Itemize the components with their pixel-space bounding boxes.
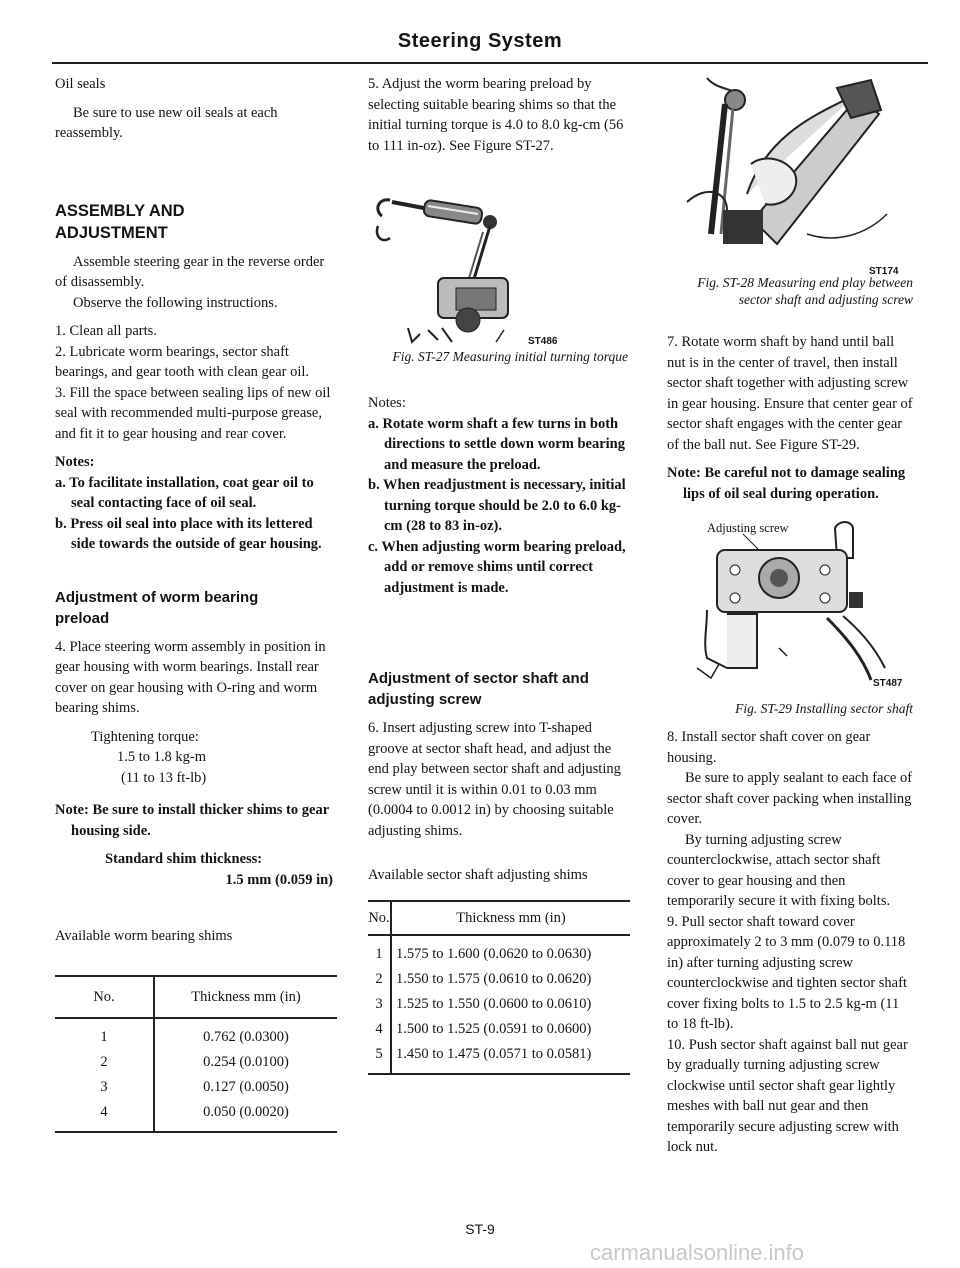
step-3: 3. Fill the space between sealing lips of new oil seal with recommended multi-purpose grease, and fit it to gear housing and rear cover. [55, 384, 331, 442]
page-header-title: Steering System [397, 30, 563, 52]
table-cell: 1.525 to 1.550 (0.0600 to 0.0610) [396, 996, 592, 1012]
step-8-sealant: Be sure to apply sealant to each face of sector shaft cover packing when installing cover. [667, 770, 913, 827]
fig28-caption: Fig. ST-28 Measuring end play between sector shaft and adjusting screw [697, 275, 913, 307]
column-middle [368, 74, 628, 1075]
torque-value: 1.5 to 1.8 kg-m [117, 749, 207, 765]
figure-st27 [368, 180, 628, 348]
notes-label: Notes: [55, 454, 95, 470]
table-cell: 0.127 (0.0050) [203, 1079, 289, 1095]
worm-table-header-no: No. [55, 976, 154, 1019]
figure-st28 [667, 74, 913, 277]
avail-worm-label: Available worm bearing shims [55, 928, 233, 944]
avail-sector-label: Available sector shaft adjusting shims [368, 867, 588, 883]
column-left [55, 74, 337, 1133]
table-cell: 1 [368, 942, 391, 967]
step-2: 2. Lubricate worm bearings, sector shaft bearings, and gear tooth with clean gear oil. [55, 343, 310, 380]
fig28-tag: ST174 [869, 266, 899, 277]
oil-seals-text: Be sure to use new oil seals at each reassembly. [55, 104, 278, 141]
step-7: 7. Rotate worm shaft by hand until ball nut is in the center of travel, then install sector shaft together with adjusting screw in gear housing. Ensure that center gear of sector shaft engages with the center gear of the ball nut. See Figure ST-29. [667, 334, 913, 453]
fig29-caption: Fig. ST-29 Installing sector shaft [735, 701, 913, 716]
figure-st29 [667, 518, 913, 689]
oil-seals-title: Oil seals [55, 76, 106, 92]
sector-table-header-thickness: Thickness mm (in) [391, 901, 630, 936]
note-a-2: a. Rotate worm shaft a few turns in both directions to settle down worm bearing and measure the preload. [368, 415, 625, 473]
table-row [368, 942, 630, 967]
std-shim-value: 1.5 mm (0.059 in) [225, 871, 333, 888]
step-10: 10. Push sector shaft against ball nut gear by gradually turning adjusting screw clockwise until sector shaft gear lightly meshes with ball nut gear and then temporarily secure adjusting screw with lock nut. [667, 1036, 908, 1155]
table-row [368, 1042, 630, 1067]
note-c-2: c. When adjusting worm bearing preload, add or remove shims until correct adjustment is made. [368, 538, 626, 596]
watermark-text: carmanualsonline.info [590, 1240, 805, 1265]
page-number: ST-9 [465, 1221, 495, 1237]
std-shim-label: Standard shim thickness: [105, 851, 263, 867]
fig27-tag: ST486 [528, 336, 558, 347]
note-b-2: b. When readjustment is necessary, initial turning torque should be 2.0 to 6.0 kg-cm (28 to 83 in-oz). [368, 477, 626, 534]
notes-label-2: Notes: [368, 395, 406, 411]
table-cell: 5 [368, 1042, 391, 1067]
step-9: 9. Pull sector shaft toward cover approximately 2 to 3 mm (0.079 to 0.118 in) after turning adjusting screw counterclockwise and tighten sector shaft cover fixing bolts to 1.5 to 2.5 kg-m (11 to 18 ft-lb). [667, 913, 907, 1032]
sector-table-header-no: No. [368, 901, 391, 936]
end-play-illustration [667, 74, 913, 270]
table-row [55, 1100, 337, 1125]
table-cell: 1.500 to 1.525 (0.0591 to 0.0600) [396, 1021, 592, 1037]
table-cell: 1.450 to 1.475 (0.0571 to 0.0581) [396, 1046, 592, 1062]
assembly-heading: ASSEMBLY AND ADJUSTMENT [55, 201, 185, 242]
table-cell: 2 [368, 967, 391, 992]
table-cell: 1 [55, 1025, 154, 1050]
header-rule [52, 62, 928, 64]
worm-shim-table [55, 975, 337, 1134]
step-1: 1. Clean all parts. [55, 323, 157, 339]
step-8: 8. Install sector shaft cover on gear housing. [667, 729, 871, 766]
step-8-attach: By turning adjusting screw counterclockwise, attach sector shaft cover to gear housing and then temporarily secure it with fixing bolts. [667, 831, 891, 909]
step-4: 4. Place steering worm assembly in position in gear housing with worm bearings. Install rear cover on gear housing with O-ring and worm bearing shims. [55, 638, 326, 716]
table-cell: 1.550 to 1.575 (0.0610 to 0.0620) [396, 971, 592, 987]
table-row [368, 1017, 630, 1042]
table-cell: 0.254 (0.0100) [203, 1054, 289, 1070]
fig29-tag: ST487 [873, 678, 903, 689]
step-5: 5. Adjust the worm bearing preload by selecting suitable bearing shims so that the initial turning torque is 4.0 to 8.0 kg-cm (56 to 111 in-oz). See Figure ST-27. [368, 76, 624, 154]
sector-shaft-illustration [667, 518, 913, 682]
table-cell: 3 [55, 1075, 154, 1100]
note-thicker-shims: Note: Be sure to install thicker shims to gear housing side. [55, 802, 329, 839]
table-cell: 4 [368, 1017, 391, 1042]
table-cell: 1.575 to 1.600 (0.0620 to 0.0630) [396, 946, 592, 962]
sector-shim-table [368, 900, 630, 1076]
worm-preload-heading: Adjustment of worm bearing preload [55, 588, 259, 627]
table-cell: 2 [55, 1050, 154, 1075]
column-right [667, 74, 913, 1158]
table-cell: 0.762 (0.0300) [203, 1029, 289, 1045]
table-cell: 4 [55, 1100, 154, 1125]
table-row [368, 967, 630, 992]
sector-shaft-heading: Adjustment of sector shaft and adjusting screw [368, 670, 589, 708]
torque-wrench-illustration [368, 180, 628, 348]
table-cell: 0.050 (0.0020) [203, 1104, 289, 1120]
table-row [55, 1025, 337, 1050]
fig29-label: Adjusting screw [707, 521, 789, 535]
table-cell: 3 [368, 992, 391, 1017]
table-row [55, 1050, 337, 1075]
table-row [368, 992, 630, 1017]
note-seal: Note: Be careful not to damage sealing lips of oil seal during operation. [667, 465, 906, 502]
step-6: 6. Insert adjusting screw into T-shaped groove at sector shaft head, and adjust the end play between sector shaft and adjusting screw until it is within 0.01 to 0.03 mm (0.0004 to 0.0012 in) by choosing suitable adjusting shims. [368, 720, 621, 839]
note-a: a. To facilitate installation, coat gear oil to seal contacting face of oil seal. [55, 474, 314, 511]
note-b: b. Press oil seal into place with its lettered side towards the outside of gear housing. [55, 515, 322, 552]
torque-label: Tightening torque: [91, 728, 199, 745]
fig27-caption: Fig. ST-27 Measuring initial turning torque [392, 349, 628, 364]
table-row [55, 1075, 337, 1100]
assembly-intro-2: Observe the following instructions. [73, 294, 278, 311]
assembly-intro-1: Assemble steering gear in the reverse order of disassembly. [55, 253, 325, 290]
torque-value-ftlb: (11 to 13 ft-lb) [121, 769, 207, 786]
worm-table-header-thickness: Thickness mm (in) [154, 976, 337, 1019]
